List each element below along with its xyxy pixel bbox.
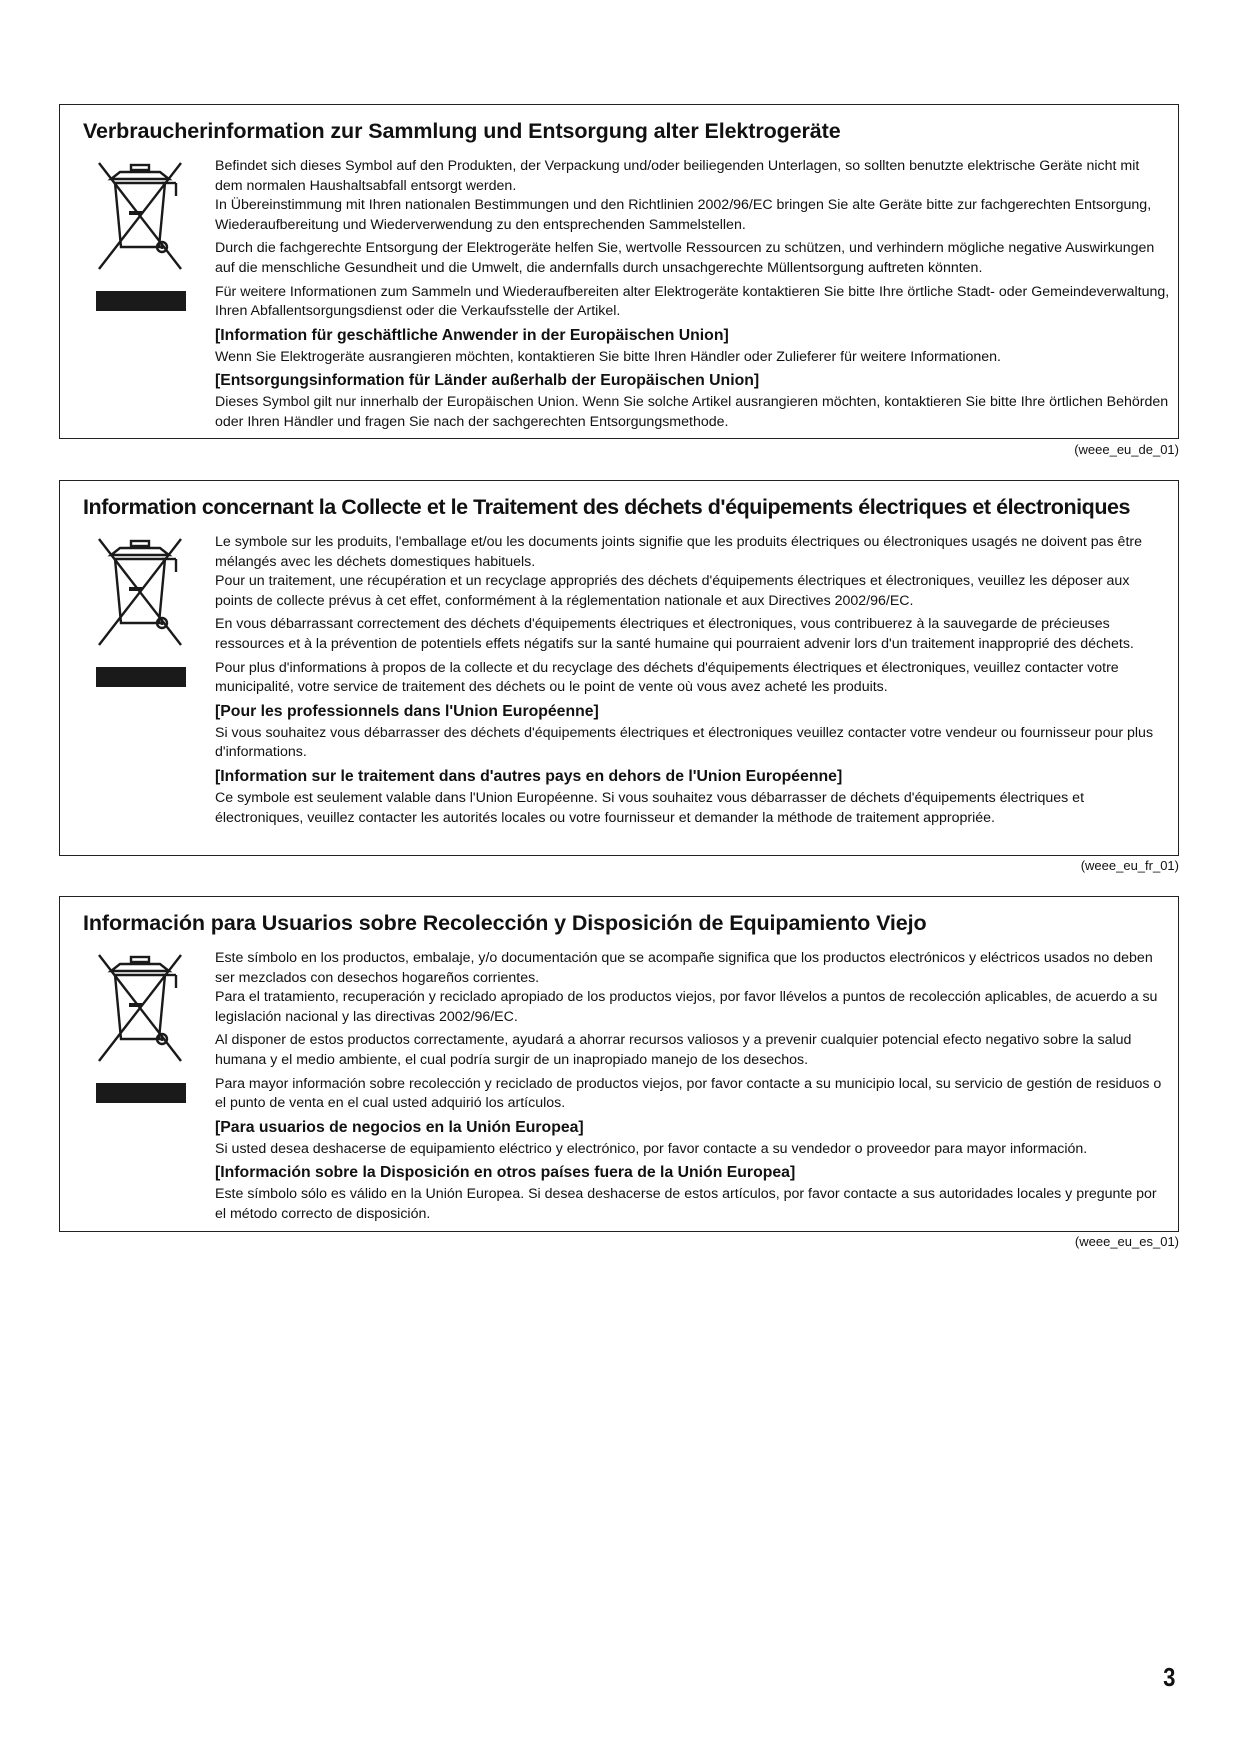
paragraph: Wenn Sie Elektrogeräte ausrangieren möchten, kontaktieren Sie bitte Ihren Händler oder Zulieferer für weitere Informationen.: [215, 348, 1001, 365]
weee-symbol: [88, 951, 214, 1103]
notice-body: [215, 949, 1170, 1229]
weee-notice-es: [59, 896, 1179, 1232]
notice-title: Information concernant la Collecte et le Traitement des déchets d'équipements électriques et électroniques: [83, 495, 1131, 519]
document-reference: (weee_eu_fr_01): [1080, 858, 1179, 873]
notice-title: Verbraucherinformation zur Sammlung und Entsorgung alter Elektrogeräte: [83, 119, 841, 143]
weee-notice-fr: [59, 480, 1179, 856]
document-reference: (weee_eu_es_01): [1074, 1234, 1179, 1249]
paragraph: En vous débarrassant correctement des déchets d'équipements électriques et électroniques, vous contribuerez à la sauvegarde de précieuses ressources et à la prévention de potentiels effets négatifs sur la santé humaine qui pourraient advenir lors d'un traitement inapproprié des déchets.: [215, 616, 1134, 652]
paragraph: Si usted desea deshacerse de equipamiento eléctrico y electrónico, por favor contacte a su vendedor o proveedor para mayor información.: [215, 1140, 1088, 1157]
paragraph: Al disponer de estos productos correctamente, ayudará a ahorrar recursos valiosos y a prevenir cualquier potencial efecto negativo sobre la salud humana y el medio ambiente, el cual podría surgir de un inapropiado manejo de los desechos.: [215, 1032, 1132, 1068]
weee-symbol: [88, 535, 214, 687]
subheading: [Pour les professionnels dans l'Union Européenne]: [215, 702, 599, 720]
paragraph: Durch die fachgerechte Entsorgung der Elektrogeräte helfen Sie, wertvolle Ressourcen zu schützen, und verhindern mögliche negative Auswirkungen auf die menschliche Gesundheit und die Umwelt, die andernfalls durch unsachgerechte Müllentsorgung auftreten könnten.: [215, 240, 1155, 276]
paragraph: Für weitere Informationen zum Sammeln und Wiederaufbereiten alter Elektrogeräte kontaktieren Sie bitte Ihre örtliche Stadt- oder Gemeindeverwaltung, Ihren Abfallentsorgungsdienst oder die Verkaufsstelle der Artikel.: [215, 283, 1170, 320]
subheading: [Para usuarios de negocios en la Unión Europea]: [215, 1118, 584, 1136]
document-reference: (weee_eu_de_01): [1074, 442, 1179, 457]
black-bar: [96, 291, 186, 311]
subheading: [Entsorgungsinformation für Länder außerhalb der Europäischen Union]: [215, 372, 760, 390]
subheading: [Information sur le traitement dans d'autres pays en dehors de l'Union Européenne]: [215, 767, 843, 785]
black-bar: [96, 667, 186, 687]
paragraph: Le symbole sur les produits, l'emballage et/ou les documents joints signifie que les produits électriques ou électroniques usagés ne doivent pas être mélangés avec les déchets domestiques habituels. Pour un traitement, une récupération et un recyclage appropriés des déchets d'équipements électriques et électroniques, veuillez les déposer aux points de collecte prévus à cet effet, conformément à la réglementation nationale et aux Directives 2002/96/EC.: [215, 534, 1143, 609]
notice-body: [215, 533, 1170, 832]
crossed-out-wheelie-bin-icon: [96, 951, 184, 1065]
notice-body: [215, 157, 1170, 437]
paragraph: Pour plus d'informations à propos de la collecte et du recyclage des déchets d'équipements électriques et électroniques, veuillez contacter votre municipalité, votre service de traitement des déchets ou le point de vente où vous avez acheté les produits.: [215, 659, 1119, 696]
crossed-out-wheelie-bin-icon: [96, 159, 184, 273]
subheading: [Information für geschäftliche Anwender in der Europäischen Union]: [215, 326, 729, 344]
paragraph: Befindet sich dieses Symbol auf den Produkten, der Verpackung und/oder beiliegenden Unterlagen, so sollten benutzte elektrische Geräte nicht mit dem normalen Haushaltsabfall entsorgt werden. In Übereinstimmung mit Ihren nationalen Bestimmungen und den Richtlinien 2002/96/EC bringen Sie alte Geräte bitte zur fachgerechten Entsorgung, Wiederaufbereitung und Wiederverwendung zu den entsprechenden Sammelstellen.: [215, 158, 1152, 233]
notice-title: Información para Usuarios sobre Recolección y Disposición de Equipamiento Viejo: [83, 911, 927, 935]
weee-symbol: [88, 159, 214, 311]
paragraph: Si vous souhaitez vous débarrasser des déchets d'équipements électriques et électroniques veuillez contacter votre vendeur ou fournisseur pour plus d'informations.: [215, 724, 1154, 761]
page-number: 3: [1162, 1662, 1175, 1692]
black-bar: [96, 1083, 186, 1103]
paragraph: Ce symbole est seulement valable dans l'Union Européenne. Si vous souhaitez vous débarrasser de déchets d'équipements électriques et électroniques, veuillez contacter les autorités locales ou votre fournisseur et demander la méthode de traitement appropriée.: [215, 789, 1085, 826]
weee-notice-de: [59, 104, 1179, 439]
paragraph: Para mayor información sobre recolección y reciclado de productos viejos, por favor contacte a su municipio local, su servicio de gestión de residuos o el punto de venta en el cual usted adquirió los artículos.: [215, 1075, 1162, 1112]
subheading: [Información sobre la Disposición en otros países fuera de la Unión Europea]: [215, 1164, 796, 1182]
paragraph: Este símbolo en los productos, embalaje, y/o documentación que se acompañe significa que los productos electrónicos y eléctricos usados no deben ser mezclados con desechos hogareños corrientes. Para el tratamiento, recuperación y reciclado apropiado de los productos viejos, por favor llévelos a puntos de recolección aplicables, de acuerdo a su legislación nacional y las directivas 2002/96/EC.: [215, 950, 1158, 1025]
paragraph: Este símbolo sólo es válido en la Unión Europea. Si desea deshacerse de estos artículos, por favor contacte a sus autoridades locales y pregunte por el método correcto de disposición.: [215, 1186, 1157, 1222]
crossed-out-wheelie-bin-icon: [96, 535, 184, 649]
paragraph: Dieses Symbol gilt nur innerhalb der Europäischen Union. Wenn Sie solche Artikel ausrangieren möchten, kontaktieren Sie bitte Ihre örtlichen Behörden oder Ihren Händler und fragen Sie nach der sachgerechten Entsorgungsmethode.: [215, 394, 1169, 430]
